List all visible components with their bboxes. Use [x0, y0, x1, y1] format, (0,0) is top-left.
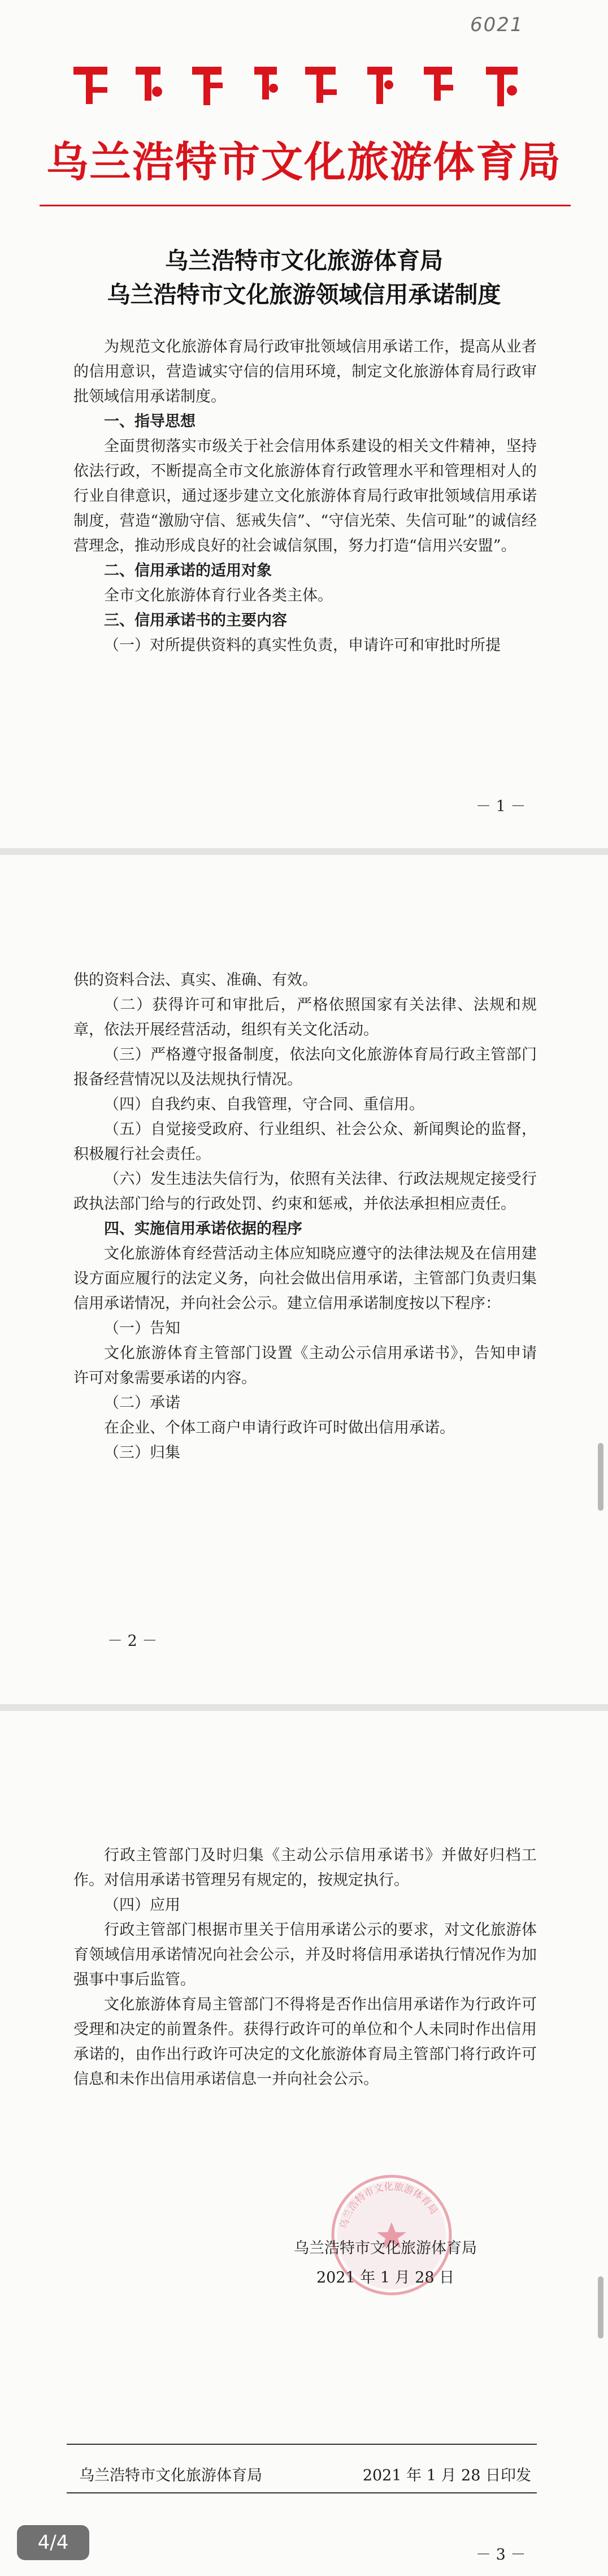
letterhead-divider: [40, 205, 571, 206]
page-number: － 1 －: [476, 798, 526, 815]
paragraph: 文化旅游体育经营活动主体应知晓应遵守的法律法规及在信用建设方面应履行的法定义务，向社会做出信用承诺，主管部门负责归集信用承诺情况，并向社会公示。建立信用承诺制度按以下程序：: [73, 1245, 537, 1312]
paragraph: 行政主管部门根据市里关于信用承诺公示的要求，对文化旅游体育领域信用承诺情况向社会公示，并及时将信用承诺执行情况作为加强事中事后监管。: [73, 1921, 537, 1989]
paragraph: （三）归集: [104, 1444, 180, 1462]
paragraph: （三）严格遵守报备制度，依法向文化旅游体育局行政主管部门报备经营情况以及法规执行情况。: [73, 1046, 537, 1088]
mongolian-script-header-icon: [73, 62, 537, 107]
paragraph: （五）自觉接受政府、行业组织、社会公众、新闻舆论的监督，积极履行社会责任。: [73, 1121, 537, 1163]
page2-body: [73, 968, 537, 1466]
document-title-line1: 乌兰浩特市文化旅游体育局: [165, 247, 443, 274]
page-number: － 3 －: [476, 2546, 526, 2564]
page-indicator-badge[interactable]: 4/4: [17, 2525, 89, 2560]
svg-text:乌兰浩特市文化旅游体育局: 乌兰浩特市文化旅游体育局: [338, 2181, 440, 2231]
paragraph: 文化旅游体育主管部门设置《主动公示信用承诺书》，告知申请许可对象需要承诺的内容。: [73, 1345, 537, 1387]
page3-body: [73, 1843, 537, 2092]
imprint-top-rule: [67, 2444, 537, 2445]
scrollbar-thumb[interactable]: [598, 1443, 603, 1511]
page-gap: [0, 1704, 608, 1711]
paragraph: 全面贯彻落实市级关于社会信用体系建设的相关文件精神，坚持依法行政，不断提高全市文化旅游体育行政管理水平和管理相对人的行业自律意识，通过逐步建立文化旅游体育局行政审批领域信用承诺制度，营造“激励守信、惩戒失信”、“守信光荣、失信可耻”的诚信经营理念，推动形成良好的社会诚信氛围，努力打造“信用兴安盟”。: [73, 438, 537, 555]
paragraph: （二）获得许可和审批后，严格依照国家有关法律、法规和规章，依法开展经营活动，组织有关文化活动。: [73, 996, 537, 1039]
signature-date: 2021 年 1 月 28 日: [316, 2269, 455, 2287]
document-page-2: [0, 855, 608, 1704]
imprint-date: 2021 年 1 月 28 日印发: [362, 2467, 531, 2484]
page-number: － 2 －: [107, 1632, 158, 1650]
paragraph: （六）发生违法失信行为，依照有关法律、行政法规规定接受行政执法部门给与的行政处罚、约束和惩戒，并依法承担相应责任。: [73, 1170, 537, 1213]
paragraph: 行政主管部门及时归集《主动公示信用承诺书》并做好归档工作。对信用承诺书管理另有规定的，按规定执行。: [73, 1847, 537, 1889]
paragraph: 为规范文化旅游体育局行政审批领域信用承诺工作，提高从业者的信用意识，营造诚实守信的信用环境，制定文化旅游体育局行政审批领域信用承诺制度。: [73, 338, 537, 405]
paragraph: （四）应用: [104, 1896, 180, 1914]
paragraph: （一）对所提供资料的真实性负责，申请许可和审批时所提: [104, 637, 501, 654]
section-heading: 三、信用承诺书的主要内容: [104, 612, 287, 629]
document-page-1: [0, 0, 608, 848]
paragraph: （一）告知: [104, 1320, 180, 1337]
signature-org: 乌兰浩特市文化旅游体育局: [294, 2240, 477, 2257]
section-heading: 一、指导思想: [104, 413, 196, 430]
page-gap: [0, 848, 608, 855]
paragraph: 在企业、个体工商户申请行政许可时做出信用承诺。: [104, 1419, 455, 1437]
page1-body: [73, 335, 537, 658]
paragraph: 供的资料合法、真实、准确、有效。: [73, 971, 318, 989]
imprint-bottom-rule: [67, 2492, 537, 2493]
scrollbar-thumb[interactable]: [598, 2276, 603, 2339]
paragraph: （四）自我约束、自我管理，守合同、重信用。: [104, 1096, 424, 1113]
paragraph: 全市文化旅游体育行业各类主体。: [104, 587, 333, 604]
section-heading: 二、信用承诺的适用对象: [104, 562, 272, 580]
document-title-line2: 乌兰浩特市文化旅游领域信用承诺制度: [107, 281, 501, 308]
section-heading: 四、实施信用承诺依据的程序: [104, 1220, 302, 1238]
letterhead-title: 乌兰浩特市文化旅游体育局: [46, 138, 562, 187]
paragraph: 文化旅游体育局主管部门不得将是否作出信用承诺作为行政许可受理和决定的前置条件。获得行政许可的单位和个人未同时作出信用承诺的，由作出行政许可决定的文化旅游体育局主管部门将行政许可信息和未作出信用承诺信息一并向社会公示。: [73, 1996, 537, 2088]
imprint-org: 乌兰浩特市文化旅游体育局: [79, 2467, 262, 2484]
paragraph: （二）承诺: [104, 1394, 180, 1412]
document-page-3: [0, 1711, 608, 2576]
handwritten-number: 6021: [470, 14, 524, 36]
